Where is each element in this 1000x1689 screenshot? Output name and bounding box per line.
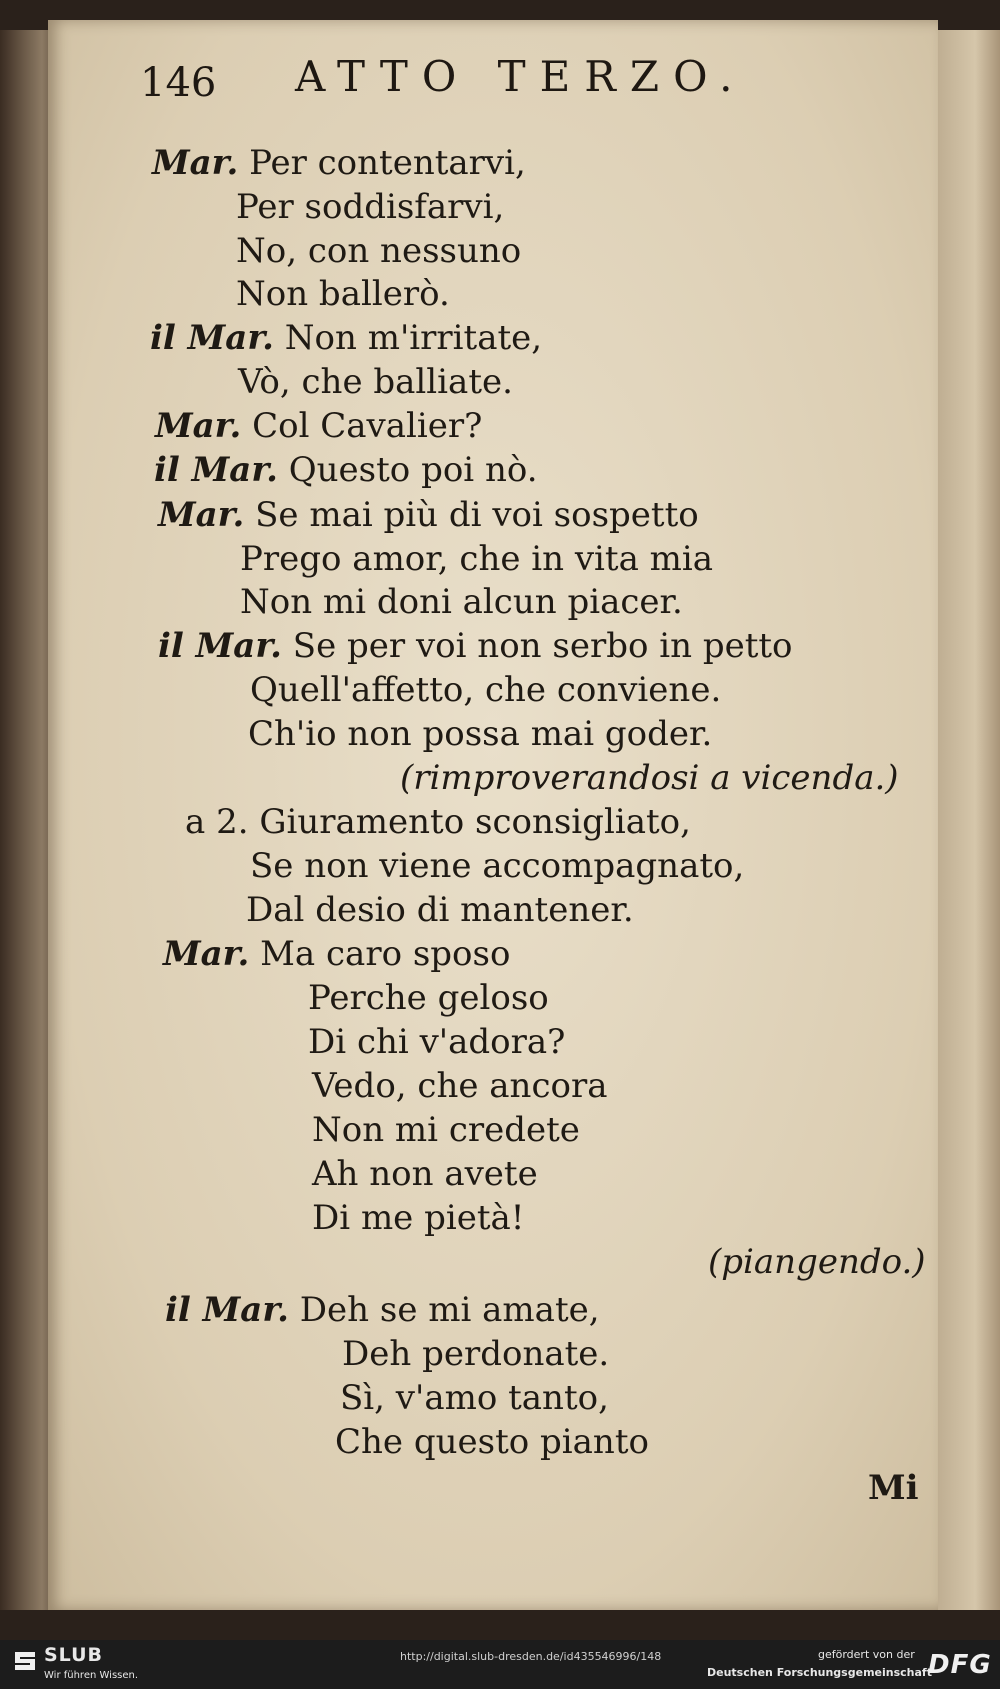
viewer-footer bbox=[0, 1640, 1000, 1689]
verse-line bbox=[155, 406, 482, 446]
verse-line: Di chi v'adora? bbox=[308, 1022, 566, 1062]
verse-text: Deh se mi amate, bbox=[299, 1290, 600, 1330]
verse-line bbox=[154, 450, 538, 490]
verse-line: Se non viene accompagnato, bbox=[250, 846, 745, 886]
verse-text: Se per voi non serbo in petto bbox=[292, 626, 793, 666]
verse-text: Per contentarvi, bbox=[249, 143, 526, 183]
page-number: 146 bbox=[140, 60, 217, 106]
verse-line: Di me pietà! bbox=[312, 1198, 525, 1238]
verse-line: Non ballerò. bbox=[236, 274, 450, 314]
verse-text: Ma caro sposo bbox=[260, 934, 511, 974]
verse-line bbox=[163, 934, 510, 974]
speaker-label: il Mar. bbox=[158, 626, 282, 666]
next-page-edge bbox=[938, 30, 1000, 1610]
speaker-label: il Mar. bbox=[154, 450, 278, 490]
catchword: Mi bbox=[868, 1468, 919, 1508]
verse-line: Dal desio di mantener. bbox=[246, 890, 634, 930]
verse-line bbox=[158, 495, 699, 535]
speaker-label: Mar. bbox=[163, 934, 250, 974]
verse-text: Giuramento sconsigliato, bbox=[259, 802, 691, 842]
speaker-label: Mar. bbox=[152, 143, 239, 183]
verse-line: Quell'affetto, che conviene. bbox=[250, 670, 722, 710]
verse-line bbox=[185, 802, 691, 842]
verse-line bbox=[165, 1290, 600, 1330]
slub-tagline: Wir führen Wissen. bbox=[44, 1670, 139, 1681]
slub-name[interactable]: SLUB bbox=[44, 1644, 104, 1666]
verse-line: Perche geloso bbox=[308, 978, 549, 1018]
slub-logo-icon[interactable] bbox=[12, 1648, 38, 1674]
verse-text: Se mai più di voi sospetto bbox=[255, 495, 699, 535]
speaker-label: il Mar. bbox=[150, 318, 274, 358]
funder-line-1: gefördert von der bbox=[818, 1648, 915, 1661]
verse-line bbox=[152, 143, 526, 183]
verse-line: Ah non avete bbox=[312, 1154, 538, 1194]
verse-line: Non mi doni alcun piacer. bbox=[240, 582, 683, 622]
stage-direction: (piangendo.) bbox=[708, 1242, 926, 1282]
verse-line: Per soddisfarvi, bbox=[236, 187, 505, 227]
verse-line: Prego amor, che in vita mia bbox=[240, 539, 714, 579]
page-header bbox=[140, 52, 840, 112]
verse-line: Non mi credete bbox=[312, 1110, 580, 1150]
verse-line: Che questo pianto bbox=[335, 1422, 649, 1462]
verse-line: Deh perdonate. bbox=[342, 1334, 610, 1374]
verse-line: Vedo, che ancora bbox=[312, 1066, 608, 1106]
verse-line bbox=[158, 626, 793, 666]
running-title: ATTO TERZO. bbox=[295, 52, 747, 101]
verse-line: Ch'io non possa mai goder. bbox=[248, 714, 713, 754]
verse-line: No, con nessuno bbox=[236, 231, 522, 271]
verse-text: Non m'irritate, bbox=[284, 318, 543, 358]
speaker-label: Mar. bbox=[155, 406, 242, 446]
funder-line-2: Deutschen Forschungsgemeinschaft bbox=[707, 1666, 932, 1679]
verse-line: Sì, v'amo tanto, bbox=[340, 1378, 609, 1418]
speaker-label: il Mar. bbox=[165, 1290, 289, 1330]
speaker-label: Mar. bbox=[158, 495, 245, 535]
verse-text: Col Cavalier? bbox=[252, 406, 483, 446]
verse-line: Vò, che balliate. bbox=[238, 362, 513, 402]
stage-direction: (rimproverandosi a vicenda.) bbox=[400, 758, 899, 798]
speaker-label: a 2. bbox=[185, 802, 249, 842]
verse-line bbox=[150, 318, 542, 358]
dfg-logo[interactable]: DFG bbox=[928, 1650, 992, 1680]
verse-text: Questo poi nò. bbox=[288, 450, 538, 490]
source-url[interactable]: http://digital.slub-dresden.de/id435546996/148 bbox=[400, 1650, 662, 1663]
